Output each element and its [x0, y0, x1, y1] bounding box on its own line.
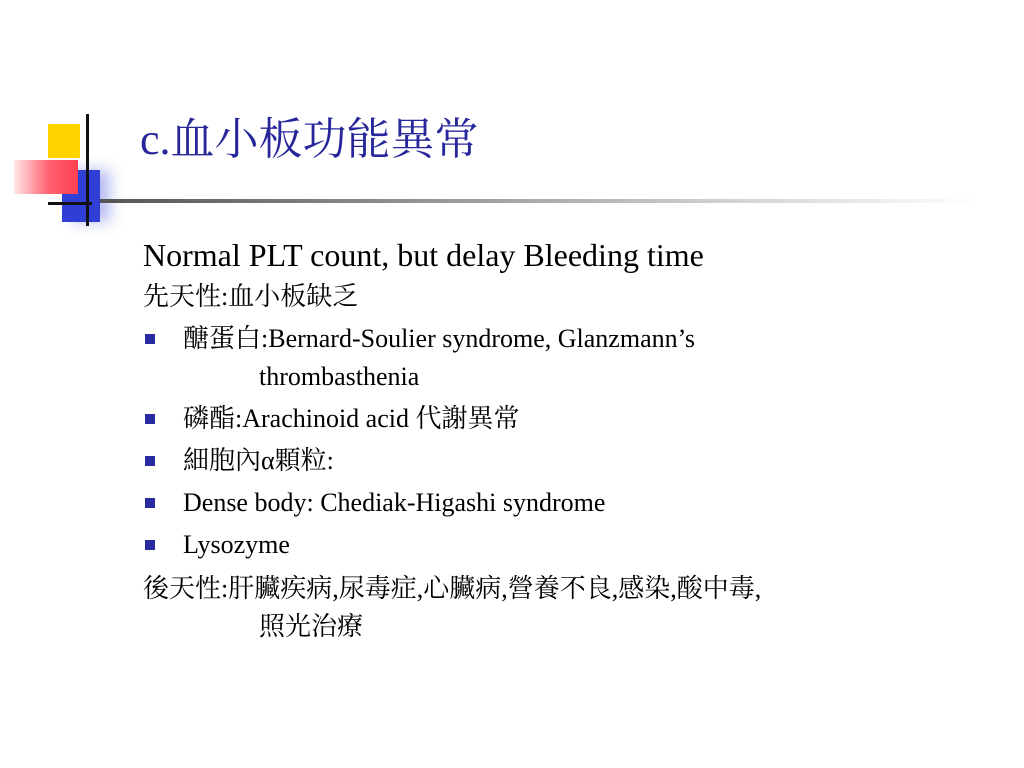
square-bullet-icon [145, 498, 155, 508]
decor-short-horizontal-line [48, 202, 92, 205]
congenital-heading: 先天性:血小板缺乏 [143, 282, 359, 311]
bullet-item-phospholipid [143, 400, 1003, 438]
bullet-text: 細胞內α顆粒: [183, 446, 334, 475]
bullet-item-dense-body [143, 484, 1003, 522]
bullet-text: 醣蛋白:Bernard-Soulier syndrome, Glanzmann’s [183, 324, 695, 353]
decor-red-bar [14, 160, 78, 194]
square-bullet-icon [145, 456, 155, 466]
decor-yellow-square [48, 124, 80, 158]
acquired-continuation: 照光治療 [259, 612, 364, 641]
square-bullet-icon [145, 414, 155, 424]
acquired-heading: 後天性:肝臟疾病,尿毒症,心臟病,營養不良,感染,酸中毒, [143, 574, 762, 603]
square-bullet-icon [145, 334, 155, 344]
bullet-item-glycoprotein [143, 320, 1003, 358]
decor-vertical-line [86, 114, 89, 226]
slide-title: c.血小板功能異常 [140, 115, 479, 164]
bullet-continuation: thrombasthenia [259, 362, 420, 391]
title-underline-rule [100, 199, 980, 203]
bullet-text: Dense body: Chediak-Higashi syndrome [183, 488, 606, 517]
bullet-text: Lysozyme [183, 530, 290, 559]
slide-body [143, 232, 1003, 646]
bullet-text: 磷酯:Arachinoid acid 代謝異常 [183, 404, 520, 433]
square-bullet-icon [145, 540, 155, 550]
bullet-item-lysozyme [143, 526, 1003, 564]
bullet-item-alpha-granules [143, 442, 1003, 480]
intro-line: Normal PLT count, but delay Bleeding time [143, 237, 704, 273]
